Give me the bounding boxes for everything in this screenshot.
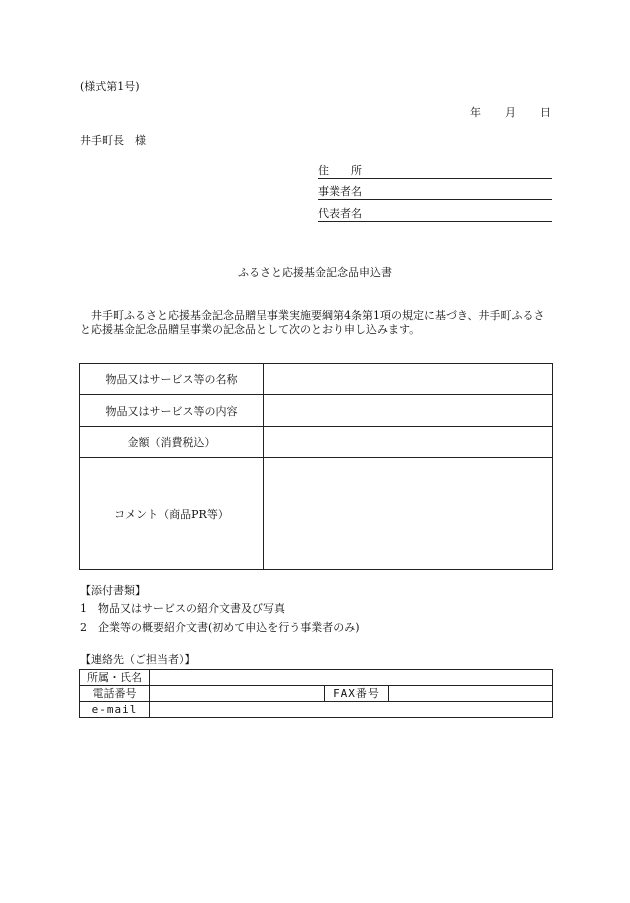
date-line <box>470 106 551 119</box>
contact-table <box>79 669 553 718</box>
phone-value[interactable] <box>150 686 325 702</box>
table-row <box>80 458 553 570</box>
address-field[interactable] <box>318 164 552 179</box>
contact-name-value[interactable] <box>150 670 553 686</box>
representative-label: 代表者名 <box>318 207 362 220</box>
attachment-item: 1 物品又はサービスの紹介文書及び写真 <box>80 602 285 615</box>
date-month: 月 <box>505 106 516 119</box>
comment-value[interactable] <box>264 458 553 570</box>
phone-label: 電話番号 <box>80 686 150 702</box>
application-table <box>79 363 553 570</box>
item-content-label: 物品又はサービス等の内容 <box>80 395 264 427</box>
table-row <box>80 702 553 718</box>
date-day: 日 <box>540 106 551 119</box>
date-year: 年 <box>470 106 481 119</box>
comment-label: コメント（商品PR等） <box>80 458 264 570</box>
item-name-value[interactable] <box>264 364 553 395</box>
item-name-label: 物品又はサービス等の名称 <box>80 364 264 395</box>
addressee: 井手町長 様 <box>80 134 146 147</box>
price-value[interactable] <box>264 427 553 458</box>
contact-heading: 【連絡先（ご担当者）】 <box>80 653 196 666</box>
document-title: ふるさと応援基金記念品申込書 <box>238 266 392 279</box>
representative-field[interactable] <box>318 207 552 222</box>
fax-label: FAX番号 <box>325 686 389 702</box>
item-content-value[interactable] <box>264 395 553 427</box>
price-label: 金額（消費税込） <box>80 427 264 458</box>
table-row <box>80 395 553 427</box>
attachments-heading: 【添付書類】 <box>80 584 146 597</box>
company-name-label: 事業者名 <box>318 185 362 198</box>
table-row <box>80 670 553 686</box>
email-value[interactable] <box>150 702 553 718</box>
form-number: (様式第1号) <box>80 80 140 93</box>
attachment-item: 2 企業等の概要紹介文書(初めて申込を行う事業者のみ) <box>80 621 360 634</box>
company-name-field[interactable] <box>318 185 552 200</box>
address-label: 住 所 <box>318 164 362 177</box>
table-row <box>80 686 553 702</box>
email-label: e-mail <box>80 702 150 718</box>
intro-paragraph: 井手町ふるさと応援基金記念品贈呈事業実施要綱第4条第1項の規定に基づき、井手町ふるさと応援基金記念品贈呈事業の記念品として次のとおり申し込みます。 <box>80 309 545 336</box>
contact-name-label: 所属・氏名 <box>80 670 150 686</box>
fax-value[interactable] <box>389 686 553 702</box>
table-row <box>80 427 553 458</box>
table-row <box>80 364 553 395</box>
